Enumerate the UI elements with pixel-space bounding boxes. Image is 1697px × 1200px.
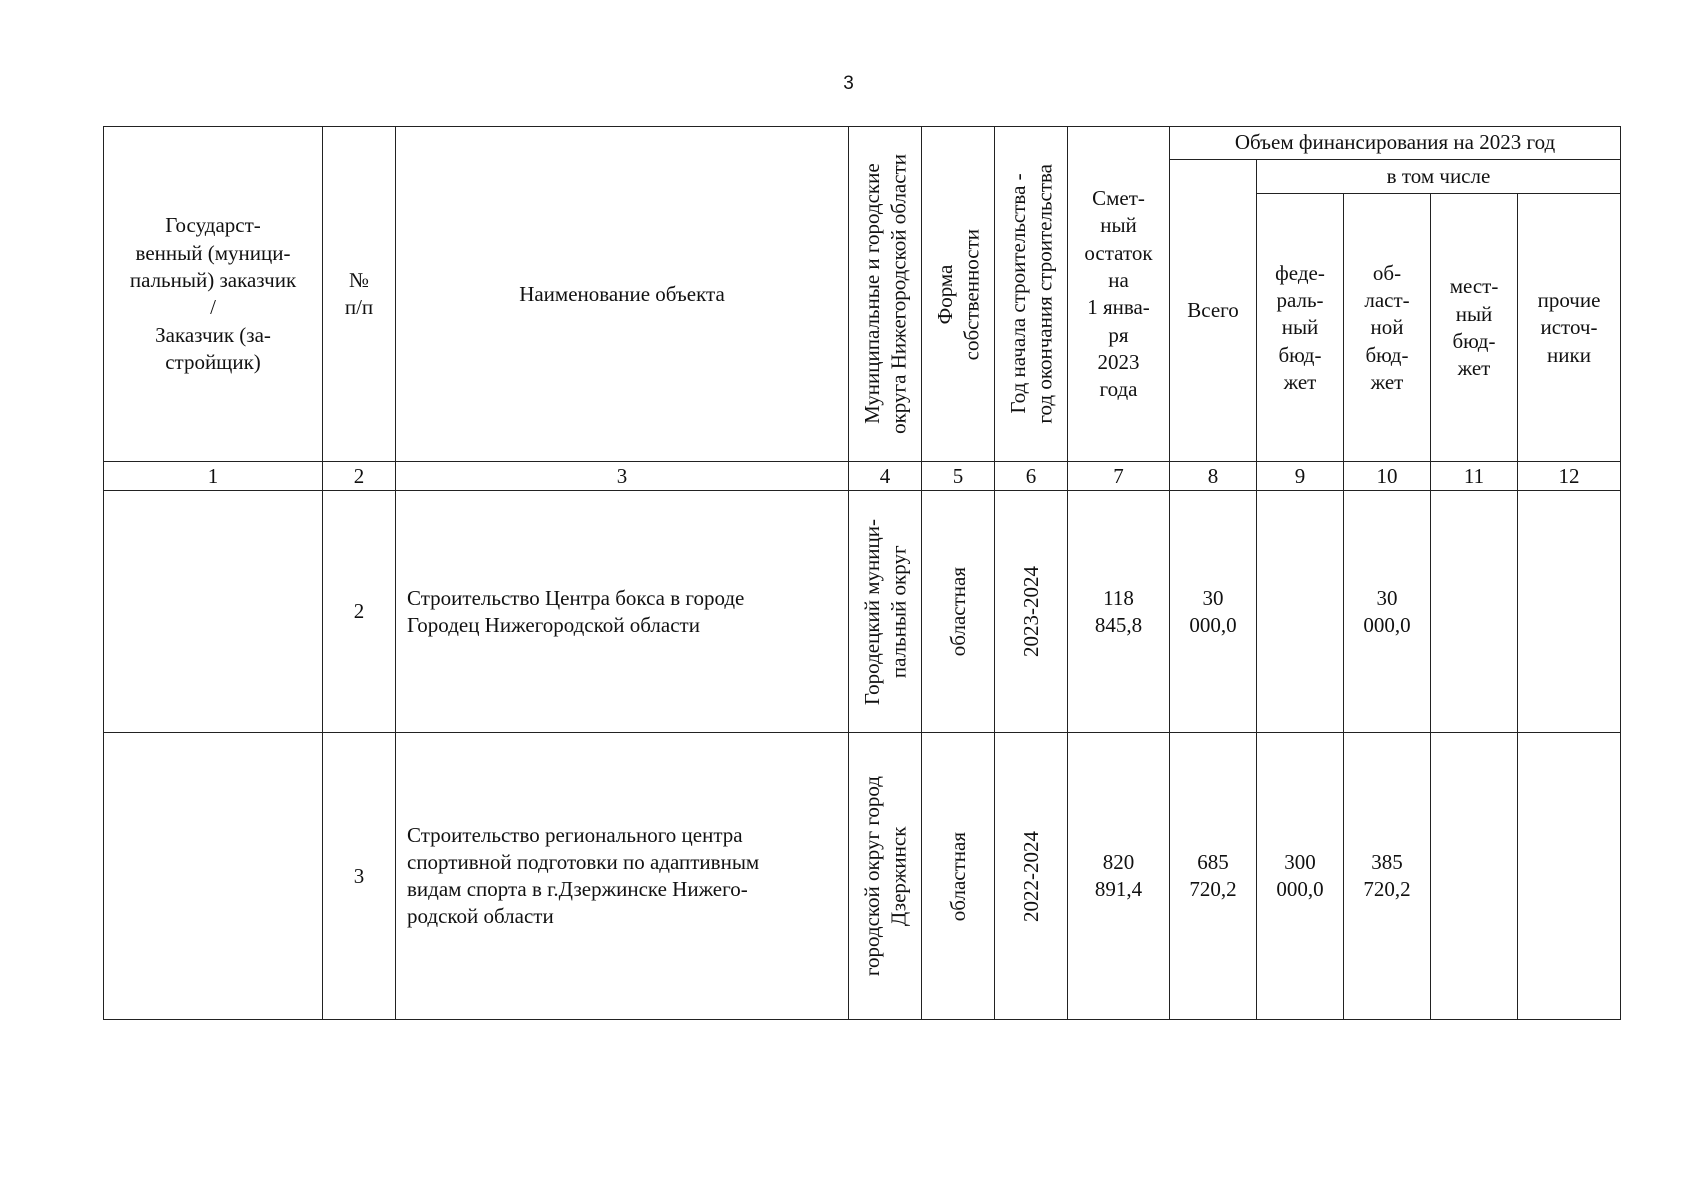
cell-years (995, 491, 1068, 733)
table-row (104, 733, 1621, 1020)
cell-customer (104, 491, 323, 733)
column-number: 2 (323, 462, 396, 491)
column-number: 6 (995, 462, 1068, 491)
column-number: 3 (396, 462, 849, 491)
cell-other (1518, 491, 1621, 733)
page-number: 3 (843, 73, 854, 94)
header-object-name: Наименование объекта (396, 127, 849, 462)
header-financing-group: Объем финансирования на 2023 год (1170, 127, 1621, 160)
cell-ownership (922, 733, 995, 1020)
header-including: в том числе (1257, 160, 1621, 194)
cell-number: 2 (323, 491, 396, 733)
header-regional: об- ласт- ной бюд- жет (1344, 194, 1431, 462)
cell-years-text: 2022-2024 (1018, 830, 1043, 922)
column-number: 10 (1344, 462, 1431, 491)
cell-ownership-text: областная (945, 567, 970, 657)
cell-municipality-text: Городецкий муници- пальный округ (859, 518, 910, 705)
header-ownership (922, 127, 995, 462)
cell-local (1431, 491, 1518, 733)
column-number: 4 (849, 462, 922, 491)
header-local: мест- ный бюд- жет (1431, 194, 1518, 462)
header-balance: Смет- ный остаток на 1 янва- ря 2023 года (1068, 127, 1170, 462)
header-years (995, 127, 1068, 462)
header-municipality (849, 127, 922, 462)
cell-municipality-text: городской округ город Дзержинск (859, 776, 910, 977)
cell-balance: 820 891,4 (1068, 733, 1170, 1020)
header-customer: Государст- венный (муници- пальный) заказчик / Заказчик (за- стройщик) (104, 127, 323, 462)
header-years-text: Год начала строительства - год окончания строительства (1005, 164, 1056, 425)
header-total: Всего (1170, 160, 1257, 462)
financing-table (103, 126, 1621, 1020)
cell-customer (104, 733, 323, 1020)
cell-total: 30 000,0 (1170, 491, 1257, 733)
header-other: прочие источ- ники (1518, 194, 1621, 462)
cell-other (1518, 733, 1621, 1020)
cell-number: 3 (323, 733, 396, 1020)
column-number: 1 (104, 462, 323, 491)
column-number: 11 (1431, 462, 1518, 491)
cell-ownership-text: областная (945, 831, 970, 921)
column-number: 7 (1068, 462, 1170, 491)
header-federal: феде- раль- ный бюд- жет (1257, 194, 1344, 462)
column-number: 9 (1257, 462, 1344, 491)
column-number: 8 (1170, 462, 1257, 491)
cell-municipality (849, 733, 922, 1020)
header-ownership-text: Форма собственности (932, 228, 983, 360)
column-number: 12 (1518, 462, 1621, 491)
cell-regional: 30 000,0 (1344, 491, 1431, 733)
cell-total: 685 720,2 (1170, 733, 1257, 1020)
cell-local (1431, 733, 1518, 1020)
cell-municipality (849, 491, 922, 733)
cell-regional: 385 720,2 (1344, 733, 1431, 1020)
table-row (104, 491, 1621, 733)
cell-federal: 300 000,0 (1257, 733, 1344, 1020)
cell-balance: 118 845,8 (1068, 491, 1170, 733)
cell-years-text: 2023-2024 (1018, 566, 1043, 658)
column-number-row (104, 462, 1621, 491)
cell-years (995, 733, 1068, 1020)
header-municipality-text: Муниципальные и городские округа Нижегородской области (859, 154, 910, 435)
cell-object-name: Строительство регионального центра спортивной подготовки по адаптивным видам спорта в г.Дзержинске Нижего- родской области (396, 733, 849, 1020)
cell-object-name: Строительство Центра бокса в городе Городец Нижегородской области (396, 491, 849, 733)
header-number: № п/п (323, 127, 396, 462)
column-number: 5 (922, 462, 995, 491)
cell-ownership (922, 491, 995, 733)
cell-federal (1257, 491, 1344, 733)
